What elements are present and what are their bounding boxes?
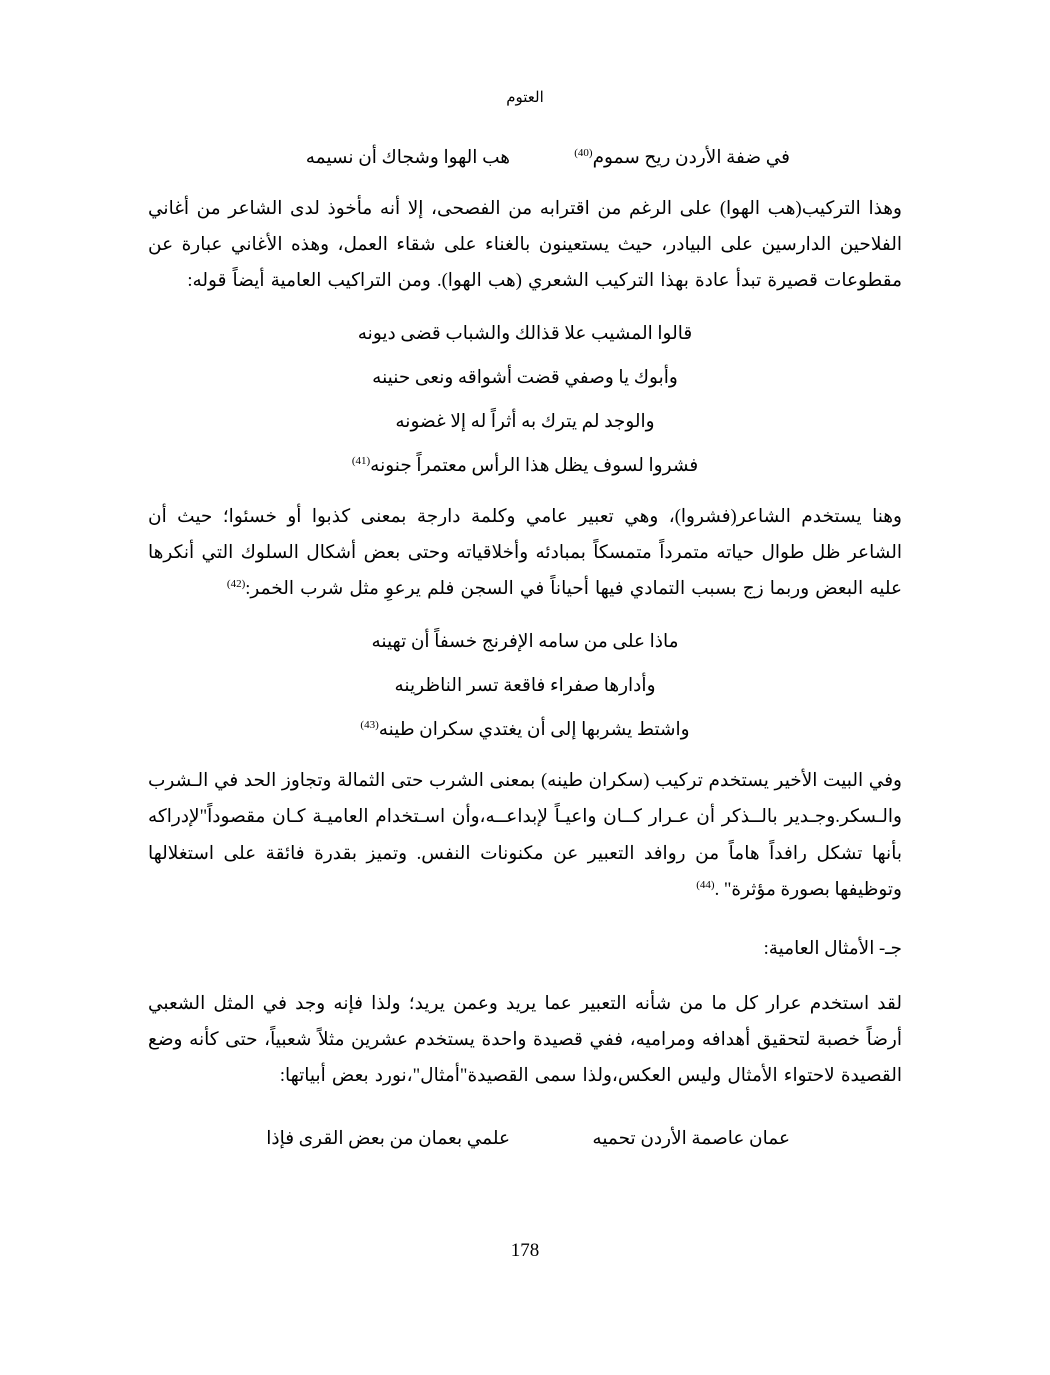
footnote-marker: (41) (351, 455, 371, 468)
footnote-marker: (42) (226, 578, 246, 591)
verse-line: ماذا على من سامه الإفرنج خسفاً أن تهينه (371, 632, 679, 653)
body-paragraph: وفي البيت الأخير يستخدم تركيب (سكران طينه) بمعنى الشرب حتى الثمالة وتجاوز الحد في الـشرب والـسكر.وجـدير بالــذكر أن عـرار كــان واعيـاً لإبداعــه،وأن اسـتخدام العاميـة كـان مقصوداً"لإدراكه بأنها تشكل رافداً هاماً من روافد التعبير عن مكنونات النفس. وتميز بقدرة فائقة على استغلالها وتوظيفها بصورة مؤثرة" .$^{(44)}$ (148, 771, 902, 900)
verse-hemistich-second: عمان عاصمة الأردن تحميه (592, 1128, 790, 1149)
verse-hemistich-first: علمي بعمان من بعض القرى فإذا (266, 1128, 510, 1149)
verse-line: قالوا المشيب علا قذالك والشباب قضى ديونه (357, 324, 693, 345)
footnote-marker: (43) (360, 719, 379, 732)
verse-hemistich-second: في ضفة الأردن ريح سموم$^{(40)}$ (574, 146, 790, 168)
verse-line: واشتط يشربها إلى أن يغتدي سكران طينه$^{(43)}$ (360, 719, 690, 741)
running-head: العتوم (506, 90, 544, 106)
verse-line (148, 1128, 902, 1150)
verse-line (148, 147, 902, 169)
verse-line: وأدارها صفراء فاقعة تسر الناظرينه (394, 676, 656, 697)
verse-line: والوجد لم يترك به أثراً له إلا غضونه (395, 412, 655, 433)
body-paragraph: لقد استخدم عرار كل ما من شأنه التعبير عما يريد وعمن يريد؛ ولذا فإنه وجد في المثل الشعبي أرضاً خصبة لتحقيق أهدافه ومراميه، ففي قصيدة واحدة يستخدم عشرين مثلاً شعبياً، حتى كأنه وضع القصيدة لاحتواء الأمثال وليس العكس،ولذا سمى القصيدة"أمثال"،نورد بعض أبياتها: (148, 993, 902, 1086)
verse-line: فشروا لسوف يظل هذا الرأس معتمراً جنونه$^{(41)}$ (351, 455, 699, 477)
verse-line: وأبوك يا وصفي قضت أشواقه ونعى حنينه (372, 368, 678, 389)
body-paragraph: وهذا التركيب(هب الهوا) على الرغم من اقترابه من الفصحى، إلا أنه مأخوذ لدى الشاعر من أغاني الفلاحين الدارسين على البيادر، حيث يستعينون بالغناء على شقاء العمل، وهذه الأغاني عبارة عن مقطوعات قصيرة تبدأ عادة بهذا التركيب الشعري (هب الهوا). ومن التراكيب العامية أيضاً قوله: (148, 199, 902, 292)
body-paragraph: وهنا يستخدم الشاعر(فشروا)، وهي تعبير عامي وكلمة دارجة بمعنى كذبوا أو خسئوا؛ حيث أن الشاعر ظل طوال حياته متمرداً متمسكاً بمبادئه وأخلاقياته وحتى بعض أشكال السلوك التي أنكرها عليه البعض وربما زج بسبب التمادي فيها أحياناً في السجن فلم يرعوِ مثل شرب الخمر:$^{(42)}$ (148, 507, 902, 600)
footnote-marker: (44) (696, 878, 715, 891)
section-heading: جـ- الأمثال العامية: (763, 938, 902, 959)
footnote-marker: (40) (574, 146, 593, 159)
page-number: 178 (510, 1240, 540, 1261)
page-content (148, 88, 902, 1172)
verse-hemistich-first: هب الهوا وشجاك أن نسيمه (305, 148, 510, 168)
